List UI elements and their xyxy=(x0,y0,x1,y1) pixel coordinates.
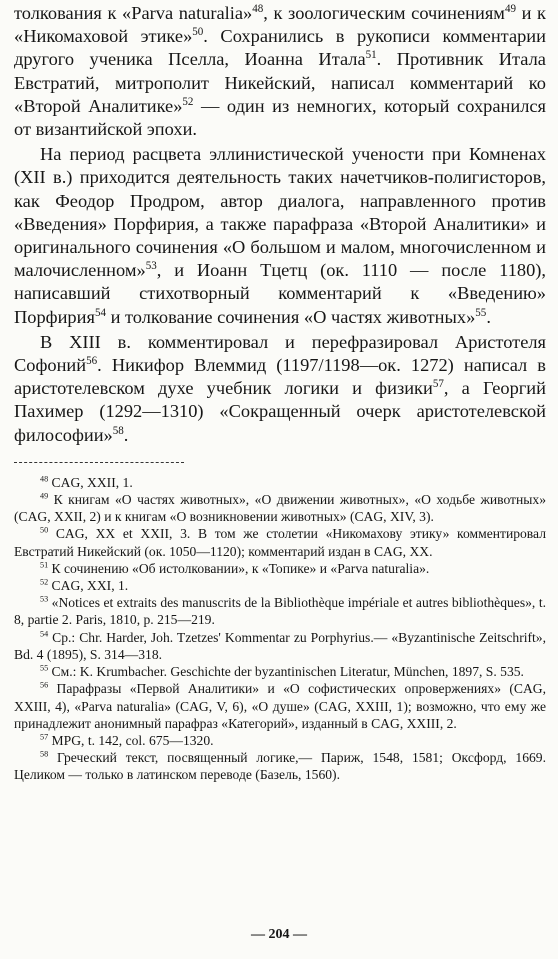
footnote-ref[interactable]: 49 xyxy=(504,2,516,15)
footnote-number: 57 xyxy=(40,732,49,742)
footnote-text: CAG, XXII, 1. xyxy=(48,474,133,490)
text-run: и толкование сочинения «О частях животных» xyxy=(105,306,476,327)
footnote-text: CAG, XX et XXII, 3. В том же столетии «Никомахову этику» комментировал Евстратий Никейский (ок. 1050—1120); комментарий издан в CAG, XX. xyxy=(14,526,546,559)
footnote-number: 55 xyxy=(40,663,49,673)
footnote-51 xyxy=(14,560,546,577)
footnote-53 xyxy=(14,594,546,628)
footnote-ref[interactable]: 51 xyxy=(365,49,377,62)
paragraph-1 xyxy=(14,2,546,141)
text-run: . xyxy=(486,306,491,327)
text-run: . Противник Итала Евстратий, митрополит Никейский, написал комментарий ко «Второй Аналитике» xyxy=(14,49,546,116)
footnote-number: 53 xyxy=(40,594,49,604)
footnote-ref[interactable]: 58 xyxy=(112,424,124,437)
footnote-number: 51 xyxy=(40,560,49,570)
text-run: , и Иоанн Тцетц (ок. 1110 — после 1180), написавший стихотворный комментарий к «Введению» Порфирия xyxy=(14,260,546,327)
text-run: и к «Никомаховой этике» xyxy=(14,3,546,47)
text-run: — один из немногих, который сохранился от византийской эпохи. xyxy=(14,95,546,140)
footnote-number: 58 xyxy=(40,749,49,759)
footnote-50 xyxy=(14,525,546,559)
footnote-48 xyxy=(14,474,546,491)
footnote-49 xyxy=(14,491,546,525)
footnote-text: См.: K. Krumbacher. Geschichte der byzantinischen Literatur, München, 1897, S. 535. xyxy=(48,664,524,680)
footnote-number: 50 xyxy=(40,525,49,535)
footnote-text: «Notices et extraits des manuscrits de la Bibliothèque impériale et autres bibliothèques», t. 8, partie 2. Paris, 1810, p. 215—219. xyxy=(14,595,546,628)
footnote-text: MPG, t. 142, col. 675—1320. xyxy=(48,732,214,748)
footnote-ref[interactable]: 56 xyxy=(86,354,98,367)
page-number: — 204 — xyxy=(251,927,307,942)
text-run: На период расцвета эллинистической учености при Комненах (XII в.) приходится деятельность таких начетчиков-полигисторов, как Феодор Продром, автор диалога, направленного против «Введения» Порфирия, а также парафраза «Второй Аналитики» и оригинального сочинения «О большом и малом, многочисленном и малочисленном» xyxy=(14,144,546,281)
text-run: , к зоологическим сочинениям xyxy=(263,3,505,23)
footnote-ref[interactable]: 52 xyxy=(182,95,194,108)
footnote-ref[interactable]: 50 xyxy=(192,26,204,39)
footnote-ref[interactable]: 55 xyxy=(475,306,487,319)
text-run: , а Георгий Пахимер (1292—1310) «Сокращенный очерк аристотелевской философии» xyxy=(14,378,546,445)
footnote-text: Cp.: Chr. Harder, Joh. Tzetzes' Kommentar zu Porphyrius.— «Byzantinische Zeitschrift», Bd. 4 (1895), S. 314—318. xyxy=(14,629,546,662)
text-run: толкования к «Parva naturalia» xyxy=(14,3,253,23)
footnote-58 xyxy=(14,749,546,783)
footnote-ref[interactable]: 54 xyxy=(94,306,106,319)
footnote-text: CAG, XXI, 1. xyxy=(48,578,129,594)
main-text xyxy=(14,2,546,447)
footnote-ref[interactable]: 53 xyxy=(145,260,157,273)
footnote-55 xyxy=(14,663,546,680)
footnotes xyxy=(14,474,546,784)
footnote-separator xyxy=(14,462,184,463)
footnote-number: 56 xyxy=(40,680,49,690)
footnote-text: Парафразы «Первой Аналитики» и «О софистических опровержениях» (CAG, XXIII, 4), «Parva naturalia» (CAG, V, 6), «О душе» (CAG, XXIII, 1); возможно, что ему же принадлежит анонимный парафраз «Категорий», изданный в CAG, XXIII, 2. xyxy=(14,681,546,731)
footnote-text: Греческий текст, посвященный логике,— Париж, 1548, 1581; Оксфорд, 1669. Целиком — только в латинском переводе (Базель, 1560). xyxy=(14,750,546,783)
footnote-54 xyxy=(14,629,546,663)
footnote-number: 52 xyxy=(40,577,49,587)
footnote-ref[interactable]: 57 xyxy=(432,378,444,391)
text-run: . Сохранились в рукописи комментарии другого ученика Пселла, Иоанна Итала xyxy=(14,26,546,70)
text-run: В XIII в. комментировал и перефразировал Аристотеля Софоний xyxy=(14,331,546,376)
footnote-ref[interactable]: 48 xyxy=(252,2,264,15)
footnote-number: 49 xyxy=(40,491,49,501)
footnote-56 xyxy=(14,680,546,732)
text-run: . Никифор Влеммид (1197/1198—ок. 1272) написал в аристотелевском духе учебник логики и физики xyxy=(14,355,546,399)
text-run: . xyxy=(123,424,129,445)
footnote-number: 54 xyxy=(40,629,49,639)
footnote-number: 48 xyxy=(40,474,49,484)
footnote-57 xyxy=(14,732,546,749)
paragraph-2 xyxy=(14,143,546,329)
footnote-text: К книгам «О частях животных», «О движении животных», «О ходьбе животных» (CAG, XXII, 2) и к книгам «О возникновении животных» (CAG, XIV, 3). xyxy=(14,492,546,525)
paragraph-3 xyxy=(14,331,546,447)
footnote-text: К сочинению «Об истолковании», к «Топике» и «Parva naturalia». xyxy=(48,560,430,576)
footnote-52 xyxy=(14,577,546,594)
